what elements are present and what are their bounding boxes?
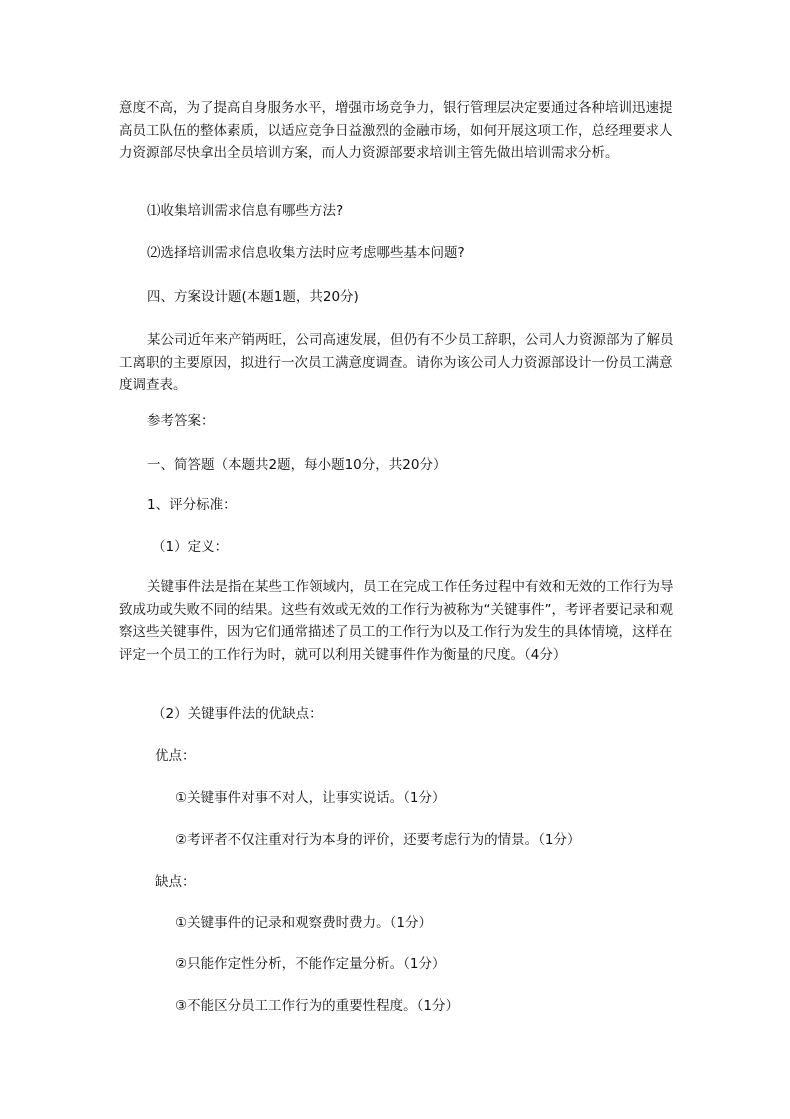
- pros-item-1: ①关键事件对事不对人，让事实说话。（1分）: [175, 790, 446, 806]
- question-1: ⑴收集培训需求信息有哪些方法?: [147, 203, 344, 219]
- question-2: ⑵选择培训需求信息收集方法时应考虑哪些基本问题?: [147, 245, 465, 261]
- section-1-heading: 一、简答题（本题共2题，每小题10分，共20分）: [147, 457, 447, 473]
- cons-label: 缺点：: [155, 874, 196, 890]
- answers-heading: 参考答案：: [147, 413, 215, 429]
- cons-item-1: ①关键事件的记录和观察费时费力。（1分）: [175, 915, 432, 931]
- section-4-heading: 四、方案设计题(本题1题，共20分): [147, 289, 359, 305]
- pros-item-2: ②考评者不仅注重对行为本身的评价，还要考虑行为的情景。（1分）: [175, 832, 581, 848]
- definition-heading: （1）定义：: [152, 539, 229, 555]
- intro-paragraph: 意度不高，为了提高自身服务水平，增强市场竞争力，银行管理层决定要通过各种培训迅速提高员工队伍的整体素质，以适应竞争日益激烈的金融市场，如何开展这项工作，总经理要求人力资源部尽快拿出全员培训方案，而人力资源部要求培训主管先做出培训需求分析。: [119, 100, 673, 161]
- pros-label: 优点：: [155, 748, 196, 764]
- pros-cons-heading: （2）关键事件法的优缺点：: [152, 706, 323, 722]
- section-4-prompt: 某公司近年来产销两旺，公司高速发展，但仍有不少员工辞职，公司人力资源部为了解员工离职的主要原因，拟进行一次员工满意度调查。请你为该公司人力资源部设计一份员工满意度调查表。: [119, 332, 674, 393]
- cons-item-2: ②只能作定性分析，不能作定量分析。（1分）: [175, 956, 446, 972]
- cons-item-3: ③不能区分员工工作行为的重要性程度。（1分）: [175, 998, 459, 1014]
- item-1-heading: 1、评分标准：: [147, 497, 237, 513]
- definition-text: 关键事件法是指在某些工作领域内，员工在完成工作任务过程中有效和无效的工作行为导致成功或失败不同的结果。这些有效或无效的工作行为被称为“关键事件”，考评者要记录和观察这些关键事件，因为它们通常描述了员工的工作行为以及工作行为发生的具体情境，这样在评定一个员工的工作行为时，就可以利用关键事件作为衡量的尺度。（4分）: [119, 579, 674, 663]
